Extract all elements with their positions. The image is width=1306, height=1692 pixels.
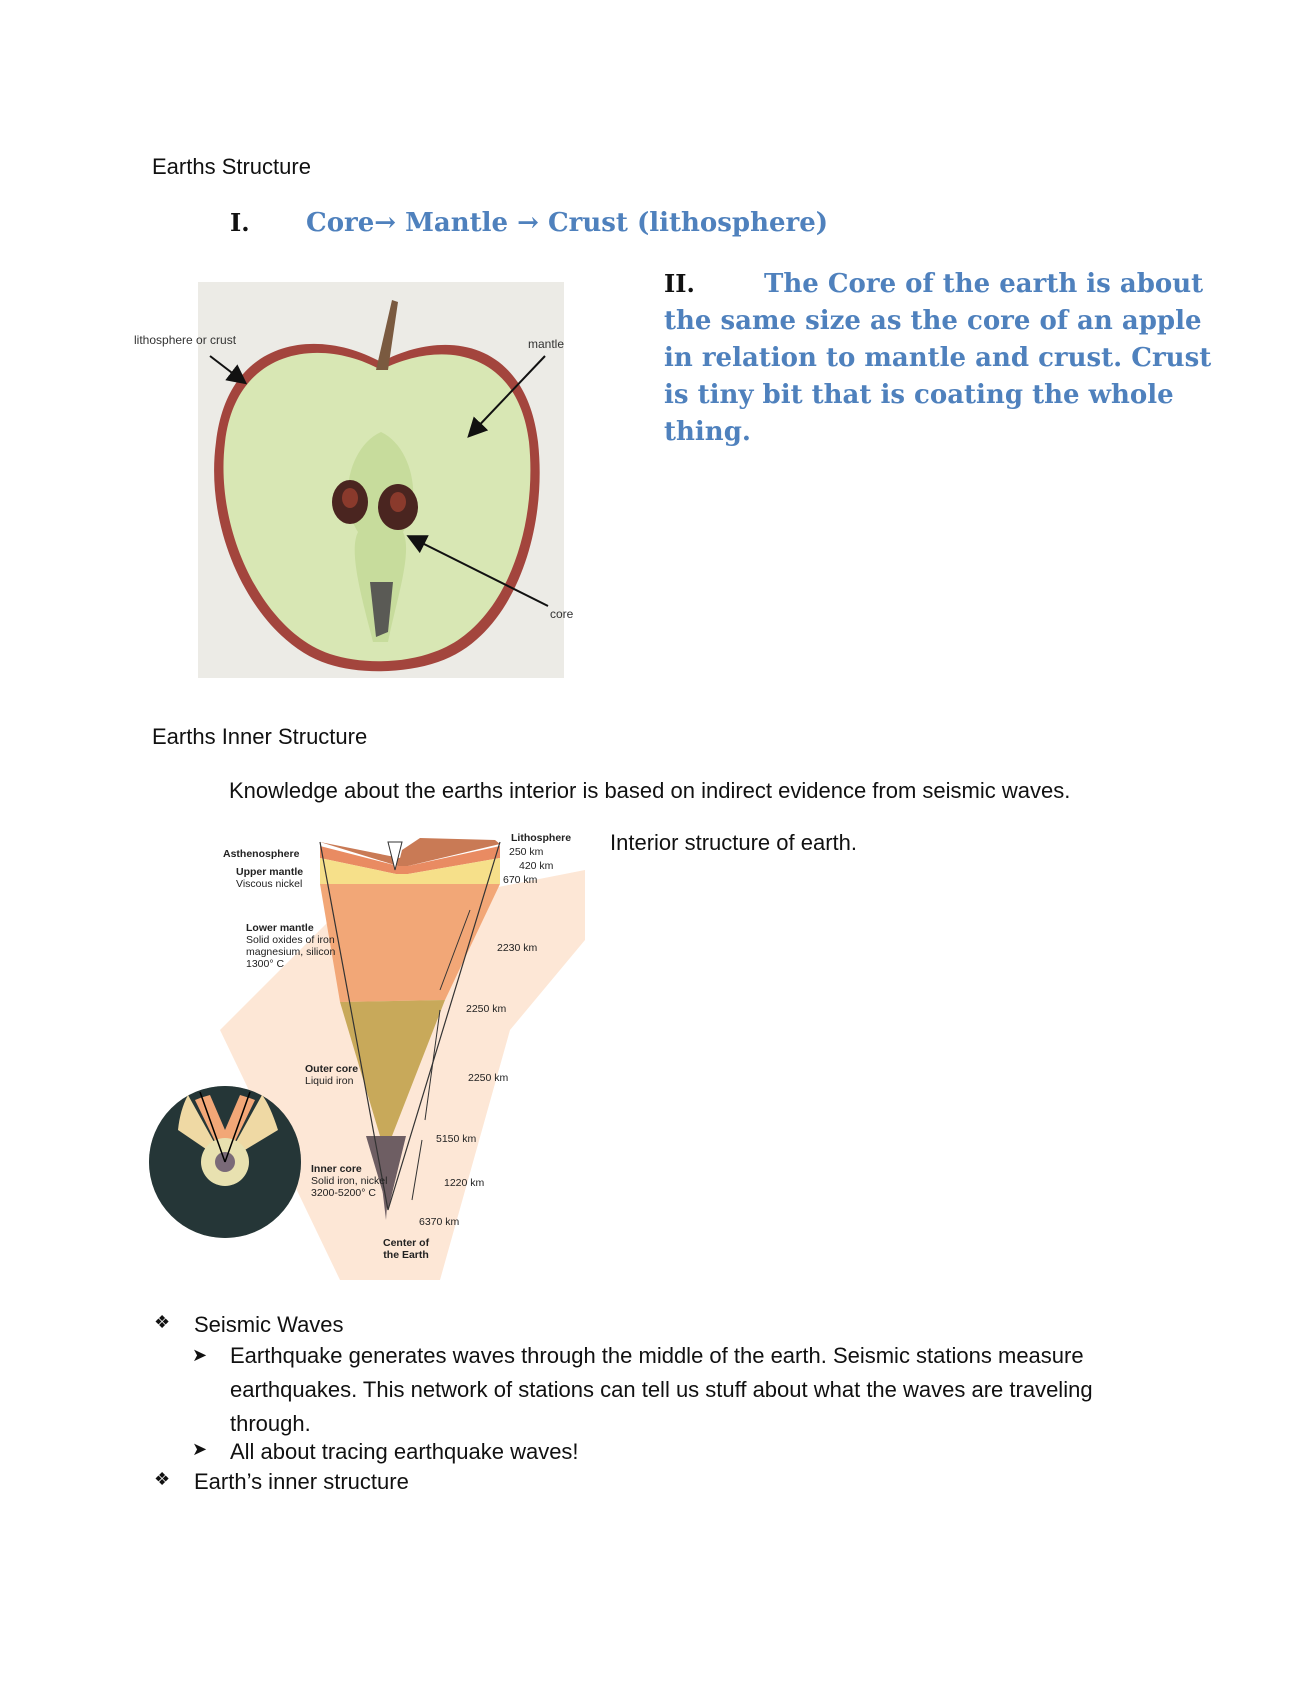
- list-item-2-line-1: The Core of the earth is about: [764, 269, 1204, 299]
- list-item-2-line-5: thing.: [664, 417, 751, 447]
- arrowhead-bullet-icon: ➤: [192, 1345, 208, 1365]
- list-item-2-line-3: in relation to mantle and crust. Crust: [664, 343, 1212, 373]
- list-item-2-line-4: is tiny bit that is coating the whole: [664, 380, 1174, 410]
- label-lower-mantle: Lower mantle Solid oxides of iron magnesium, silicon 1300° C: [246, 922, 336, 971]
- label-asthenosphere: Asthenosphere: [223, 848, 300, 860]
- section-heading-earths-structure: Earths Structure: [152, 154, 311, 179]
- diamond-bullet-icon: ❖: [154, 1312, 171, 1332]
- apple-label-core: core: [550, 607, 574, 621]
- sub-bullet-earthquake-line-2: earthquakes. This network of stations can tell us stuff about what the waves are traveling: [230, 1377, 1093, 1402]
- label-lithosphere: Lithosphere: [511, 832, 572, 844]
- depth-6370: 6370 km: [419, 1216, 460, 1228]
- depth-420: 420 km: [519, 860, 554, 872]
- depth-5150: 5150 km: [436, 1133, 477, 1145]
- list-item: [192, 1345, 1093, 1441]
- list-item: [192, 1439, 579, 1465]
- arrowhead-bullet-icon: ➤: [192, 1439, 208, 1459]
- bullet-inner-structure: Earth’s inner structure: [194, 1469, 409, 1494]
- sub-bullet-tracing: All about tracing earthquake waves!: [230, 1439, 579, 1464]
- diagram-caption: Interior structure of earth.: [610, 830, 857, 855]
- bullet-seismic-waves: Seismic Waves: [194, 1312, 344, 1337]
- depth-250: 250 km: [509, 846, 544, 858]
- section-heading-inner-structure: Earths Inner Structure: [152, 724, 368, 749]
- apple-label-mantle: mantle: [528, 337, 565, 351]
- label-upper-mantle: Upper mantle Viscous nickel: [236, 866, 304, 891]
- list-numeral-1: I.: [230, 208, 250, 237]
- label-inner-core: Inner core Solid iron, nickel 3200-5200° C: [311, 1163, 388, 1200]
- list-item-1-text: Core→ Mantle → Crust (lithosphere): [306, 208, 829, 238]
- apple-label-crust: lithosphere or crust: [134, 333, 237, 347]
- list-item-2-line-2: the same size as the core of an apple: [664, 306, 1202, 336]
- depth-670: 670 km: [503, 874, 538, 886]
- list-item: [154, 1469, 409, 1495]
- list-item: [154, 1312, 344, 1338]
- label-outer-core: Outer core Liquid iron: [305, 1063, 359, 1088]
- intro-paragraph: Knowledge about the earths interior is based on indirect evidence from seismic waves.: [229, 778, 1071, 803]
- sub-bullet-earthquake-line-3: through.: [230, 1411, 311, 1436]
- depth-1220: 1220 km: [444, 1177, 485, 1189]
- depth-2230: 2230 km: [497, 942, 538, 954]
- depth-2250-a: 2250 km: [466, 1003, 507, 1015]
- diamond-bullet-icon: ❖: [154, 1469, 171, 1489]
- list-numeral-2: II.: [664, 269, 695, 298]
- sub-bullet-earthquake-line-1: Earthquake generates waves through the middle of the earth. Seismic stations measure: [230, 1343, 1084, 1368]
- arrow-crust: [210, 356, 244, 382]
- label-center-of-earth: Center of the Earth: [383, 1237, 430, 1262]
- earth-interior-diagram: [140, 830, 600, 1280]
- depth-2250-b: 2250 km: [468, 1072, 509, 1084]
- arrow-core: [410, 537, 548, 606]
- arrow-mantle: [470, 356, 545, 435]
- sub-bullet-earthquake: [230, 1339, 1093, 1441]
